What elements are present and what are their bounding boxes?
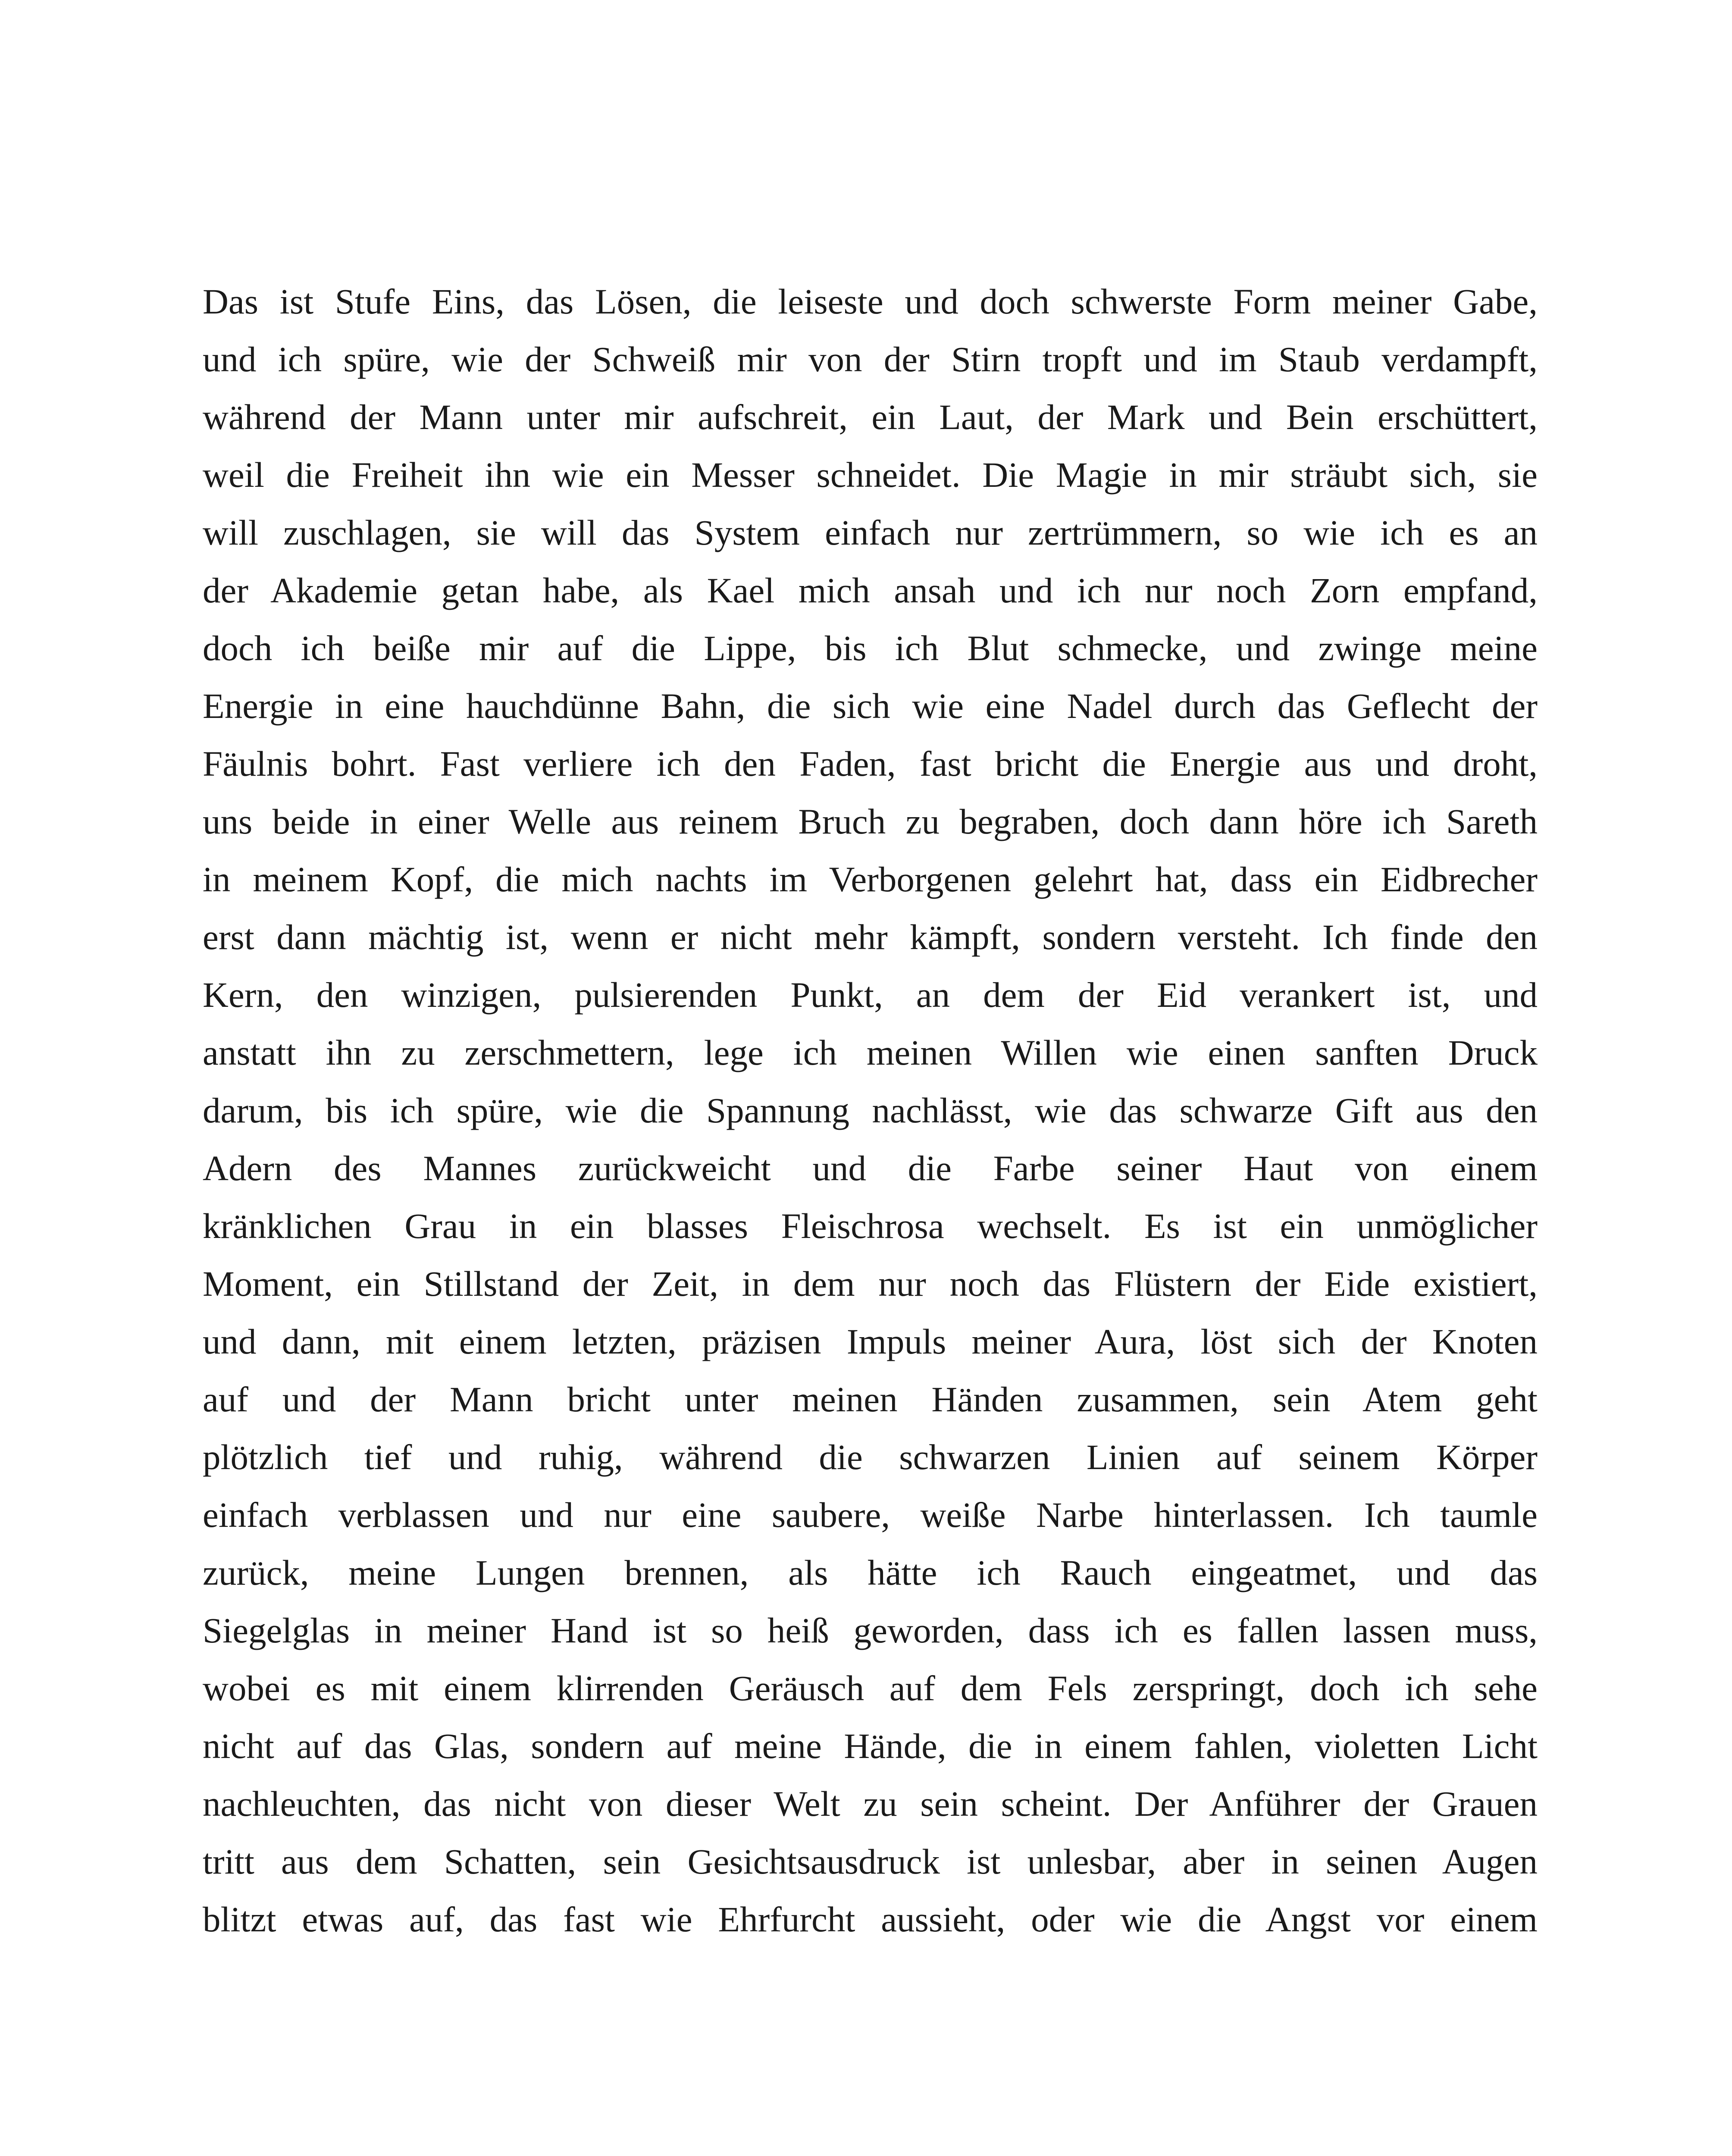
text-line: Kern, den winzigen, pulsierenden Punkt, an dem der Eid verankert ist, und: [203, 975, 1538, 1015]
text-line: wobei es mit einem klirrenden Geräusch auf dem Fels zerspringt, doch ich sehe: [203, 1668, 1538, 1708]
text-line: uns beide in einer Welle aus reinem Bruch zu begraben, doch dann höre ich Sareth: [203, 802, 1538, 841]
text-line: Siegelglas in meiner Hand ist so heiß geworden, dass ich es fallen lassen muss,: [203, 1611, 1538, 1650]
text-line: erst dann mächtig ist, wenn er nicht mehr kämpft, sondern versteht. Ich finde den: [203, 917, 1538, 957]
text-line: tritt aus dem Schatten, sein Gesichtsausdruck ist unlesbar, aber in seinen Augen: [203, 1842, 1538, 1881]
text-line: darum, bis ich spüre, wie die Spannung nachlässt, wie das schwarze Gift aus den: [203, 1091, 1538, 1130]
text-line: Energie in eine hauchdünne Bahn, die sich wie eine Nadel durch das Geflecht der: [203, 686, 1538, 726]
text-line: und ich spüre, wie der Schweiß mir von der Stirn tropft und im Staub verdampft,: [203, 339, 1538, 379]
text-line: nicht auf das Glas, sondern auf meine Hände, die in einem fahlen, violetten Licht: [203, 1726, 1538, 1766]
text-line: Moment, ein Stillstand der Zeit, in dem nur noch das Flüstern der Eide existiert,: [203, 1264, 1538, 1304]
text-line: während der Mann unter mir aufschreit, ein Laut, der Mark und Bein erschüttert,: [203, 397, 1538, 437]
text-line: zurück, meine Lungen brennen, als hätte ich Rauch eingeatmet, und das: [203, 1553, 1538, 1592]
text-line: weil die Freiheit ihn wie ein Messer schneidet. Die Magie in mir sträubt sich, sie: [203, 455, 1538, 495]
text-line: plötzlich tief und ruhig, während die schwarzen Linien auf seinem Körper: [203, 1437, 1538, 1477]
text-line: Fäulnis bohrt. Fast verliere ich den Faden, fast bricht die Energie aus und droht,: [203, 744, 1538, 783]
body-paragraph: [203, 273, 1538, 1948]
text-line: der Akademie getan habe, als Kael mich ansah und ich nur noch Zorn empfand,: [203, 570, 1538, 610]
text-line: Das ist Stufe Eins, das Lösen, die leiseste und doch schwerste Form meiner Gabe,: [203, 282, 1538, 321]
text-line: blitzt etwas auf, das fast wie Ehrfurcht aussieht, oder wie die Angst vor einem: [203, 1899, 1538, 1939]
text-line: einfach verblassen und nur eine saubere, weiße Narbe hinterlassen. Ich taumle: [203, 1495, 1538, 1535]
text-line: nachleuchten, das nicht von dieser Welt zu sein scheint. Der Anführer der Grauen: [203, 1784, 1538, 1824]
text-line: doch ich beiße mir auf die Lippe, bis ich Blut schmecke, und zwinge meine: [203, 628, 1538, 668]
text-line: Adern des Mannes zurückweicht und die Farbe seiner Haut von einem: [203, 1148, 1538, 1188]
text-line: anstatt ihn zu zerschmettern, lege ich meinen Willen wie einen sanften Druck: [203, 1033, 1538, 1072]
text-line: kränklichen Grau in ein blasses Fleischrosa wechselt. Es ist ein unmöglicher: [203, 1206, 1538, 1246]
text-line: will zuschlagen, sie will das System einfach nur zertrümmern, so wie ich es an: [203, 513, 1538, 552]
text-line: und dann, mit einem letzten, präzisen Impuls meiner Aura, löst sich der Knoten: [203, 1322, 1538, 1361]
text-line: auf und der Mann bricht unter meinen Händen zusammen, sein Atem geht: [203, 1379, 1538, 1419]
text-line: in meinem Kopf, die mich nachts im Verborgenen gelehrt hat, dass ein Eidbrecher: [203, 859, 1538, 899]
